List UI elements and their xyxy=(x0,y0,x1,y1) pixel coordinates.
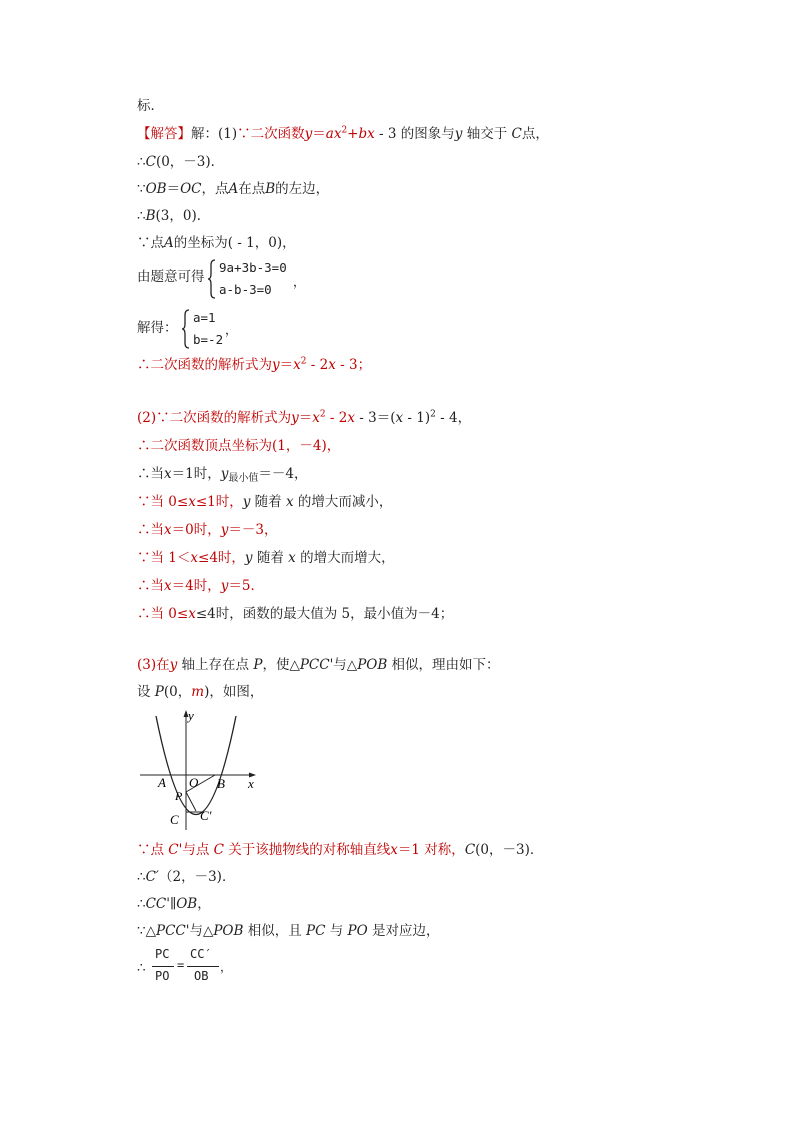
var: PCC xyxy=(299,657,330,673)
y-axis-label: y xyxy=(188,708,194,723)
fraction-denominator: OB xyxy=(194,969,209,983)
line-11 xyxy=(137,436,340,456)
line-13 xyxy=(137,492,392,512)
text: ∵△ xyxy=(137,923,156,939)
text: + xyxy=(347,126,359,142)
text: )，如图， xyxy=(204,684,264,700)
equation-row: 9a+3b-3=0 xyxy=(219,260,287,275)
var: y xyxy=(244,550,253,566)
var: OB xyxy=(145,181,167,197)
text: '与△ xyxy=(329,657,358,673)
text: ∴二次函数的解析式为 xyxy=(137,357,272,373)
x-axis-label: x xyxy=(248,776,254,791)
comma: ， xyxy=(225,322,238,337)
left-brace-icon xyxy=(207,258,217,300)
text: ∵点 xyxy=(137,235,164,251)
text: - 2 xyxy=(325,410,348,426)
solution-row: a=1 xyxy=(193,310,216,325)
comma: ， xyxy=(293,274,306,289)
text: ≤4时， xyxy=(198,550,245,566)
text: ＝ xyxy=(298,410,313,426)
text: ＝ xyxy=(279,357,294,373)
var: y xyxy=(220,522,229,538)
text: ＝－3， xyxy=(228,522,278,538)
var: x xyxy=(390,842,398,858)
line-22 xyxy=(137,894,211,914)
text: - 4， xyxy=(435,410,472,426)
line-5 xyxy=(137,206,210,226)
var: y xyxy=(220,466,229,482)
text: 是对应边， xyxy=(367,923,440,939)
text: ∴ xyxy=(137,154,146,170)
var: y xyxy=(454,126,463,142)
text: 轴交于 xyxy=(462,126,512,142)
var: y xyxy=(220,578,229,594)
line-1 xyxy=(137,96,164,116)
var: C xyxy=(145,154,156,170)
equals-sign: = xyxy=(177,958,185,972)
var: C xyxy=(511,126,522,142)
text: ∵当 0≤ xyxy=(137,494,189,510)
var: m xyxy=(191,684,205,700)
point-c-label: C xyxy=(170,812,179,827)
var: x xyxy=(188,494,196,510)
text: ＝4时， xyxy=(171,578,221,594)
text: ∴当 xyxy=(137,522,164,538)
point-c-prime-label: C′ xyxy=(200,808,212,823)
segment-pc-prime xyxy=(186,792,196,811)
text: (0，－3)． xyxy=(475,842,544,858)
text: ＝0时， xyxy=(171,522,221,538)
line-21 xyxy=(137,867,235,887)
var: POB xyxy=(357,657,388,673)
var: x xyxy=(328,357,336,373)
line-7-label xyxy=(137,267,205,287)
line-14 xyxy=(137,520,277,540)
var: y xyxy=(304,126,313,142)
text: ＝－4， xyxy=(258,466,308,482)
text: ， xyxy=(197,896,211,912)
fraction-bar xyxy=(187,966,219,967)
text: 标． xyxy=(137,98,164,114)
text: 轴上存在点 xyxy=(177,657,254,673)
text: 的增大而减小， xyxy=(293,494,393,510)
var: PO xyxy=(347,923,368,939)
text: (3)在 xyxy=(137,657,170,673)
text: ∵二次函数 xyxy=(237,126,305,142)
var: P xyxy=(253,657,263,673)
text: 由题意可得 xyxy=(137,269,205,285)
text: ∵点 xyxy=(137,842,169,858)
line-10 xyxy=(137,408,471,428)
parabola-curve xyxy=(156,716,236,815)
equation-system xyxy=(207,258,307,300)
fraction-numerator: PC xyxy=(155,947,170,961)
left-brace-icon xyxy=(181,308,191,350)
var: B xyxy=(265,181,276,197)
line-2 xyxy=(137,124,549,144)
text: ∴当 0≤ xyxy=(137,606,189,622)
var: C xyxy=(213,842,224,858)
line-12 xyxy=(137,464,307,489)
var: ax xyxy=(325,126,342,142)
line-17 xyxy=(137,604,453,624)
fraction-equation xyxy=(150,947,240,987)
text: 设 xyxy=(137,684,155,700)
text: (3，0)． xyxy=(155,208,211,224)
text: ∴ xyxy=(137,960,146,976)
line-20 xyxy=(137,840,543,860)
text: 的坐标为( - 1，0)， xyxy=(173,235,296,251)
solution-system xyxy=(181,308,251,350)
var: x xyxy=(288,550,296,566)
text: 点， xyxy=(521,126,549,142)
text: ，使△ xyxy=(262,657,300,673)
text: ＝ xyxy=(312,126,326,142)
text: 随着 xyxy=(250,494,286,510)
var: POB xyxy=(213,923,244,939)
text: ＝1 对称， xyxy=(397,842,465,858)
point-p-label: P xyxy=(175,789,183,803)
var: bx xyxy=(358,126,375,142)
var: OC xyxy=(180,181,202,197)
text: ∴当 xyxy=(137,466,164,482)
line-24-therefore xyxy=(137,958,146,978)
line-23 xyxy=(137,921,439,941)
text: '与点 xyxy=(178,842,214,858)
text: ∴ xyxy=(137,896,146,912)
var: C xyxy=(464,842,476,858)
exponent: 2 xyxy=(319,409,326,420)
var: A xyxy=(164,235,174,251)
var: A xyxy=(228,181,239,197)
line-19 xyxy=(137,682,263,702)
line-15 xyxy=(137,548,395,568)
line-4 xyxy=(137,179,329,199)
equation-row: a-b-3=0 xyxy=(219,282,272,297)
text: 的增大而增大， xyxy=(295,550,395,566)
subscript: 最小值 xyxy=(228,473,259,484)
var: OB xyxy=(176,896,198,912)
text: (0，－3)． xyxy=(155,154,225,170)
fraction-numerator: CC′ xyxy=(190,947,212,961)
var: x xyxy=(347,410,355,426)
text: ∵ xyxy=(137,181,146,197)
text: ∴当 xyxy=(137,578,164,594)
var: x xyxy=(188,606,196,622)
text: - 3＝( xyxy=(354,410,396,426)
exponent: 2 xyxy=(430,409,436,420)
point-o-label: O xyxy=(189,775,199,790)
var: C′ xyxy=(145,869,159,885)
line-6 xyxy=(137,233,296,253)
var: P xyxy=(154,684,164,700)
text: '∥ xyxy=(166,896,177,912)
text: 解：(1) xyxy=(191,126,238,142)
comma: ， xyxy=(220,960,233,974)
line-9 xyxy=(137,355,371,375)
point-b-label: B xyxy=(217,776,225,791)
exponent: 2 xyxy=(300,356,307,367)
var: x xyxy=(190,550,199,566)
text: - 3； xyxy=(335,357,372,373)
var: x xyxy=(293,357,301,373)
fraction-denominator: PO xyxy=(155,969,170,983)
text: ，点 xyxy=(201,181,229,197)
var: x xyxy=(164,522,172,538)
text: (2)∵二次函数的解析式为 xyxy=(137,410,292,426)
text: (0， xyxy=(163,684,192,700)
line-18 xyxy=(137,655,500,675)
text: 相似，且 xyxy=(243,923,306,939)
text: ＝1时， xyxy=(171,466,221,482)
var: y xyxy=(272,357,280,373)
text: 关于该抛物线的对称轴直线 xyxy=(224,842,391,858)
var: x xyxy=(164,466,172,482)
text: 解得： xyxy=(137,320,178,336)
text: 在点 xyxy=(238,181,266,197)
answer-tag: 【解答】 xyxy=(137,126,191,142)
exponent: 2 xyxy=(341,125,348,136)
text: 相似，理由如下： xyxy=(387,657,500,673)
text: - 2 xyxy=(306,357,329,373)
text: - 1) xyxy=(403,410,431,426)
var: CC xyxy=(145,896,167,912)
solution-row: b=-2 xyxy=(193,332,224,347)
text: 与 xyxy=(325,923,348,939)
text: - 3 的图象与 xyxy=(374,126,455,142)
text: （2，－3)． xyxy=(159,869,236,885)
var: x xyxy=(285,494,294,510)
text: ＝5． xyxy=(228,578,264,594)
text: ≤4时，函数的最大值为 5，最小值为－4； xyxy=(195,606,454,622)
line-8-label xyxy=(137,318,178,338)
text: '与△ xyxy=(185,923,214,939)
text: 的左边， xyxy=(275,181,330,197)
text: ≤1时， xyxy=(195,494,243,510)
text: ∴ xyxy=(137,869,146,885)
var: x xyxy=(164,578,172,594)
text: 随着 xyxy=(252,550,289,566)
var: B xyxy=(145,208,156,224)
point-a-label: A xyxy=(158,775,166,790)
text: ＝ xyxy=(166,181,181,197)
var: x xyxy=(395,410,404,426)
var: y xyxy=(169,657,178,673)
var: y xyxy=(242,494,251,510)
line-3 xyxy=(137,152,224,172)
text: ∴二次函数顶点坐标为(1，－4)， xyxy=(137,438,341,454)
var: x xyxy=(312,410,320,426)
var: C xyxy=(168,842,179,858)
var: PCC xyxy=(155,923,186,939)
var: PC xyxy=(306,923,326,939)
text: ∴ xyxy=(137,208,146,224)
fraction-bar xyxy=(152,966,174,967)
line-16 xyxy=(137,576,264,596)
var: y xyxy=(291,410,299,426)
parabola-figure xyxy=(140,708,265,830)
text: ∵当 1＜ xyxy=(137,550,191,566)
